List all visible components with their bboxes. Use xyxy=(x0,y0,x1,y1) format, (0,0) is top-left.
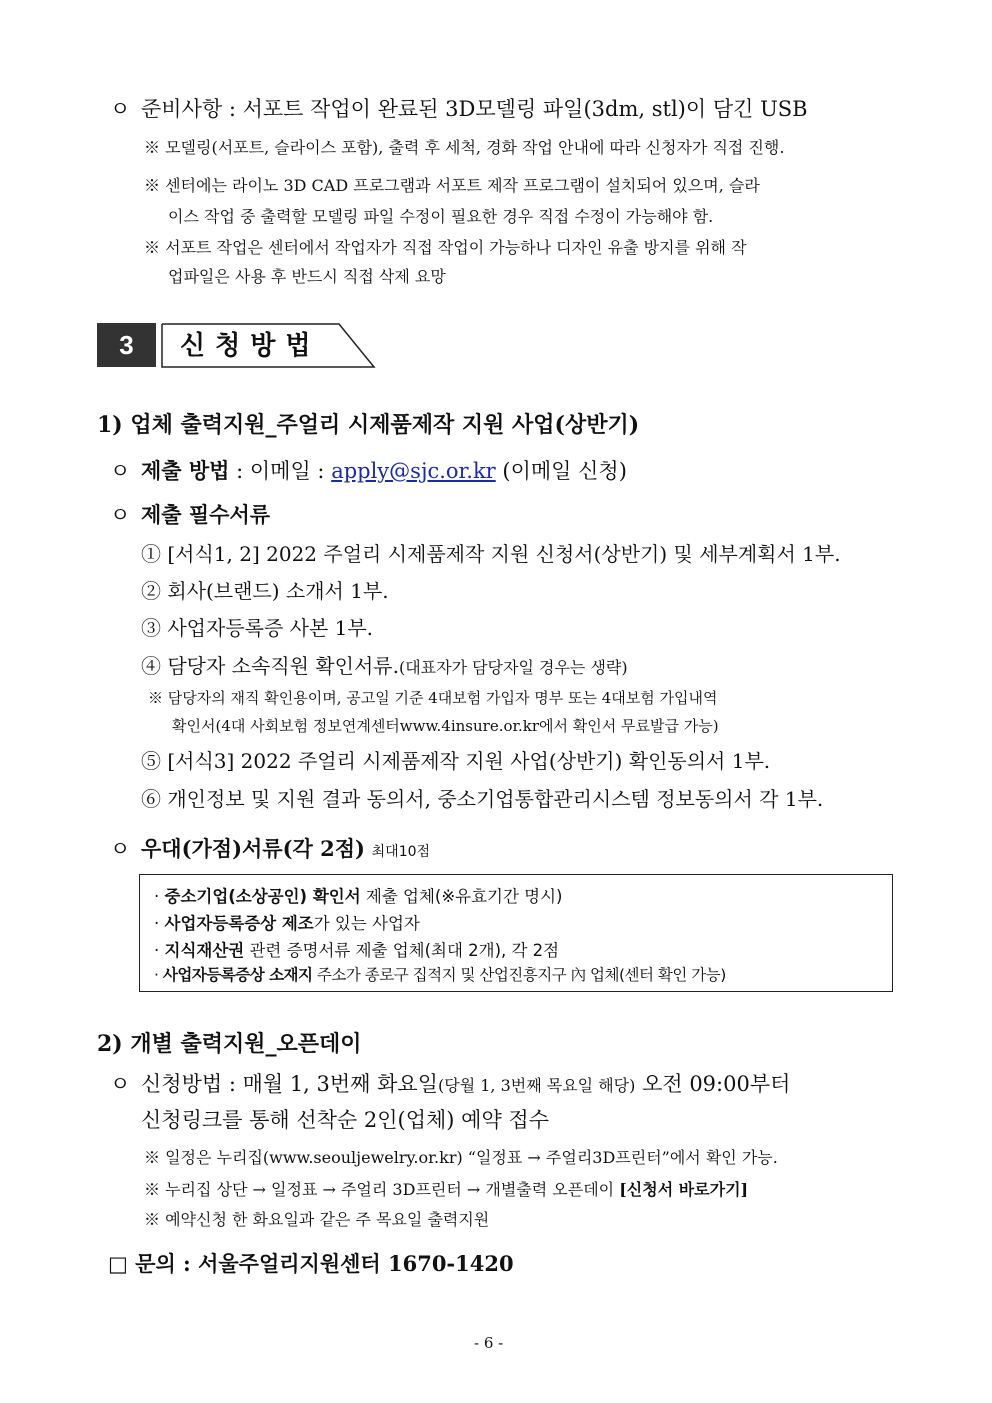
submit-label: 제출 방법 xyxy=(141,458,230,483)
method-line1: 신청방법 : 매월 1, 3번째 화요일(당월 1, 3번째 목요일 해당) 오전 09:00부터 xyxy=(141,1072,791,1096)
doc-item: ② 회사(브랜드) 소개서 1부. xyxy=(141,579,389,603)
bonus-item: · 중소기업(소상공인) 확인서 제출 업체(※유효기간 명시) xyxy=(154,887,563,906)
doc-item: ⑥ 개인정보 및 지원 결과 동의서, 중소기업통합관리시스템 정보동의서 각 1부. xyxy=(141,787,824,811)
prep-note: 업파일은 사용 후 반드시 직접 삭제 요망 xyxy=(168,267,446,286)
submit-tail: (이메일 신청) xyxy=(495,459,627,483)
contact-line: □ 문의 : 서울주얼리지원센터 1670-1420 xyxy=(108,1251,514,1276)
prep-note: ※ 서포트 작업은 센터에서 작업자가 직접 작업이 가능하나 디자인 유출 방지를 위해 작 xyxy=(144,238,747,257)
bonus-label: 우대(가점)서류(각 2점) xyxy=(141,836,365,861)
docs-label: 제출 필수서류 xyxy=(141,502,271,527)
bonus-item: · 지식재산권 관련 증명서류 제출 업체(최대 2개), 각 2점 xyxy=(154,941,560,960)
submit-method xyxy=(141,455,627,485)
doc-item: ③ 사업자등록증 사본 1부. xyxy=(141,616,374,640)
part2-note: ※ 누리집 상단 → 일정표 → 주얼리 3D프린터 → 개별출력 오픈데이 [신청서 바로가기] xyxy=(144,1180,749,1199)
section-number: 3 xyxy=(97,323,156,367)
doc-item xyxy=(141,650,628,679)
section-title: 신청방법 xyxy=(180,330,321,360)
prep-bullet: ㅇ xyxy=(110,97,131,121)
part2-heading: 2) 개별 출력지원_오픈데이 xyxy=(97,1031,362,1057)
doc-item-4-paren: (대표자가 담당자일 경우는 생략) xyxy=(398,658,628,677)
submit-bullet: ㅇ xyxy=(110,459,131,483)
doc-item: ⑤ [서식3] 2022 주얼리 시제품제작 지원 사업(상반기) 확인동의서 1부. xyxy=(141,749,771,773)
doc4-note: 확인서(4대 사회보험 정보연계센터www.4insure.or.kr에서 확인서 무료발급 가능) xyxy=(172,717,719,735)
prep-label: 준비사항 : 서포트 작업이 완료된 3D모델링 파일(3dm, stl)이 담긴 USB xyxy=(141,97,808,121)
prep-note: ※ 모델링(서포트, 슬라이스 포함), 출력 후 세척, 경화 작업 안내에 따라 신청자가 직접 진행. xyxy=(144,138,785,157)
doc-item: ① [서식1, 2] 2022 주얼리 시제품제작 지원 신청서(상반기) 및 세부계획서 1부. xyxy=(141,542,841,566)
page-number: - 6 - xyxy=(474,1334,504,1352)
bonus-item: · 사업자등록증상 제조가 있는 사업자 xyxy=(154,914,420,933)
part1-heading: 1) 업체 출력지원_주얼리 시제품제작 지원 사업(상반기) xyxy=(97,412,640,438)
prep-note: ※ 센터에는 라이노 3D CAD 프로그램과 서포트 제작 프로그램이 설치되어 있으며, 슬라 xyxy=(144,176,760,195)
bonus-box xyxy=(139,874,893,992)
apply-link[interactable]: [신청서 바로가기] xyxy=(619,1180,749,1199)
part2-note: ※ 일정은 누리집(www.seouljewelry.or.kr) “일정표 → 주얼리3D프린터”에서 확인 가능. xyxy=(144,1148,778,1167)
part2-note: ※ 예약신청 한 화요일과 같은 주 목요일 출력지원 xyxy=(144,1210,490,1229)
bonus-item: · 사업자등록증상 소재지 주소가 종로구 집적지 및 산업진흥지구 內 업체(센터 확인 가능) xyxy=(154,966,726,984)
bonus-bullet: ㅇ xyxy=(110,837,131,861)
email-link[interactable]: apply@sjc.or.kr xyxy=(331,459,496,483)
bonus-max: 최대10점 xyxy=(371,844,431,860)
submit-sep: : 이메일 : xyxy=(229,459,332,483)
method-line2: 신청링크를 통해 선착순 2인(업체) 예약 접수 xyxy=(141,1108,549,1132)
docs-bullet: ㅇ xyxy=(110,503,131,527)
doc-item-4: ④ 담당자 소속직원 확인서류. xyxy=(141,654,399,678)
prep-note: 이스 작업 중 출력할 모델링 파일 수정이 필요한 경우 직접 수정이 가능해야 함. xyxy=(168,207,714,226)
method-bullet: ㅇ xyxy=(110,1072,131,1096)
bonus-heading xyxy=(141,833,430,863)
doc4-note: ※ 담당자의 재직 확인용이며, 공고일 기준 4대보험 가입자 명부 또는 4대보험 가입내역 xyxy=(148,689,718,707)
